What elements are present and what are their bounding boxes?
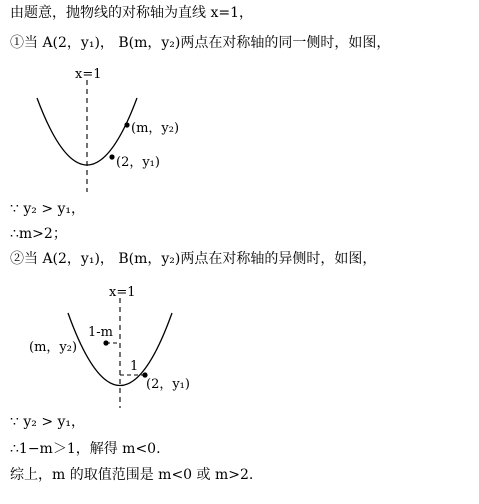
point-b bbox=[124, 122, 129, 127]
axis-label: x=1 bbox=[109, 285, 136, 300]
solution-line-1: 由题意，抛物线的对称轴为直线 x=1， bbox=[10, 5, 253, 21]
distance-a-label: 1 bbox=[130, 359, 139, 374]
solution-line-2: ①当 A(2，y₁)， B(m，y₂)两点在对称轴的同一侧时，如图， bbox=[10, 35, 391, 51]
point-b bbox=[103, 340, 108, 345]
solution-line-8: 综上，m 的取值范围是 m<0 或 m>2. bbox=[10, 467, 254, 483]
point-a-label: (2，y₁) bbox=[146, 377, 190, 392]
axis-label: x=1 bbox=[75, 67, 102, 82]
point-a-label: (2，y₁) bbox=[116, 155, 160, 170]
solution-line-3: ∵ y₂ > y₁， bbox=[10, 201, 86, 217]
point-a bbox=[109, 154, 114, 159]
solution-line-4: ∴m>2； bbox=[10, 226, 67, 242]
solution-line-5: ②当 A(2，y₁)， B(m，y₂)两点在对称轴的异侧时，如图， bbox=[10, 251, 377, 267]
point-b-label: (m，y₂) bbox=[29, 340, 78, 355]
point-b-label: (m，y₂) bbox=[131, 121, 180, 136]
distance-b-label: 1-m bbox=[88, 325, 113, 340]
solution-line-6: ∵ y₂ > y₁， bbox=[10, 414, 86, 430]
figure-opposite-side bbox=[29, 285, 190, 408]
solution-line-7: ∴1−m＞1，解得 m<0. bbox=[10, 441, 161, 457]
figure-same-side bbox=[37, 67, 179, 192]
